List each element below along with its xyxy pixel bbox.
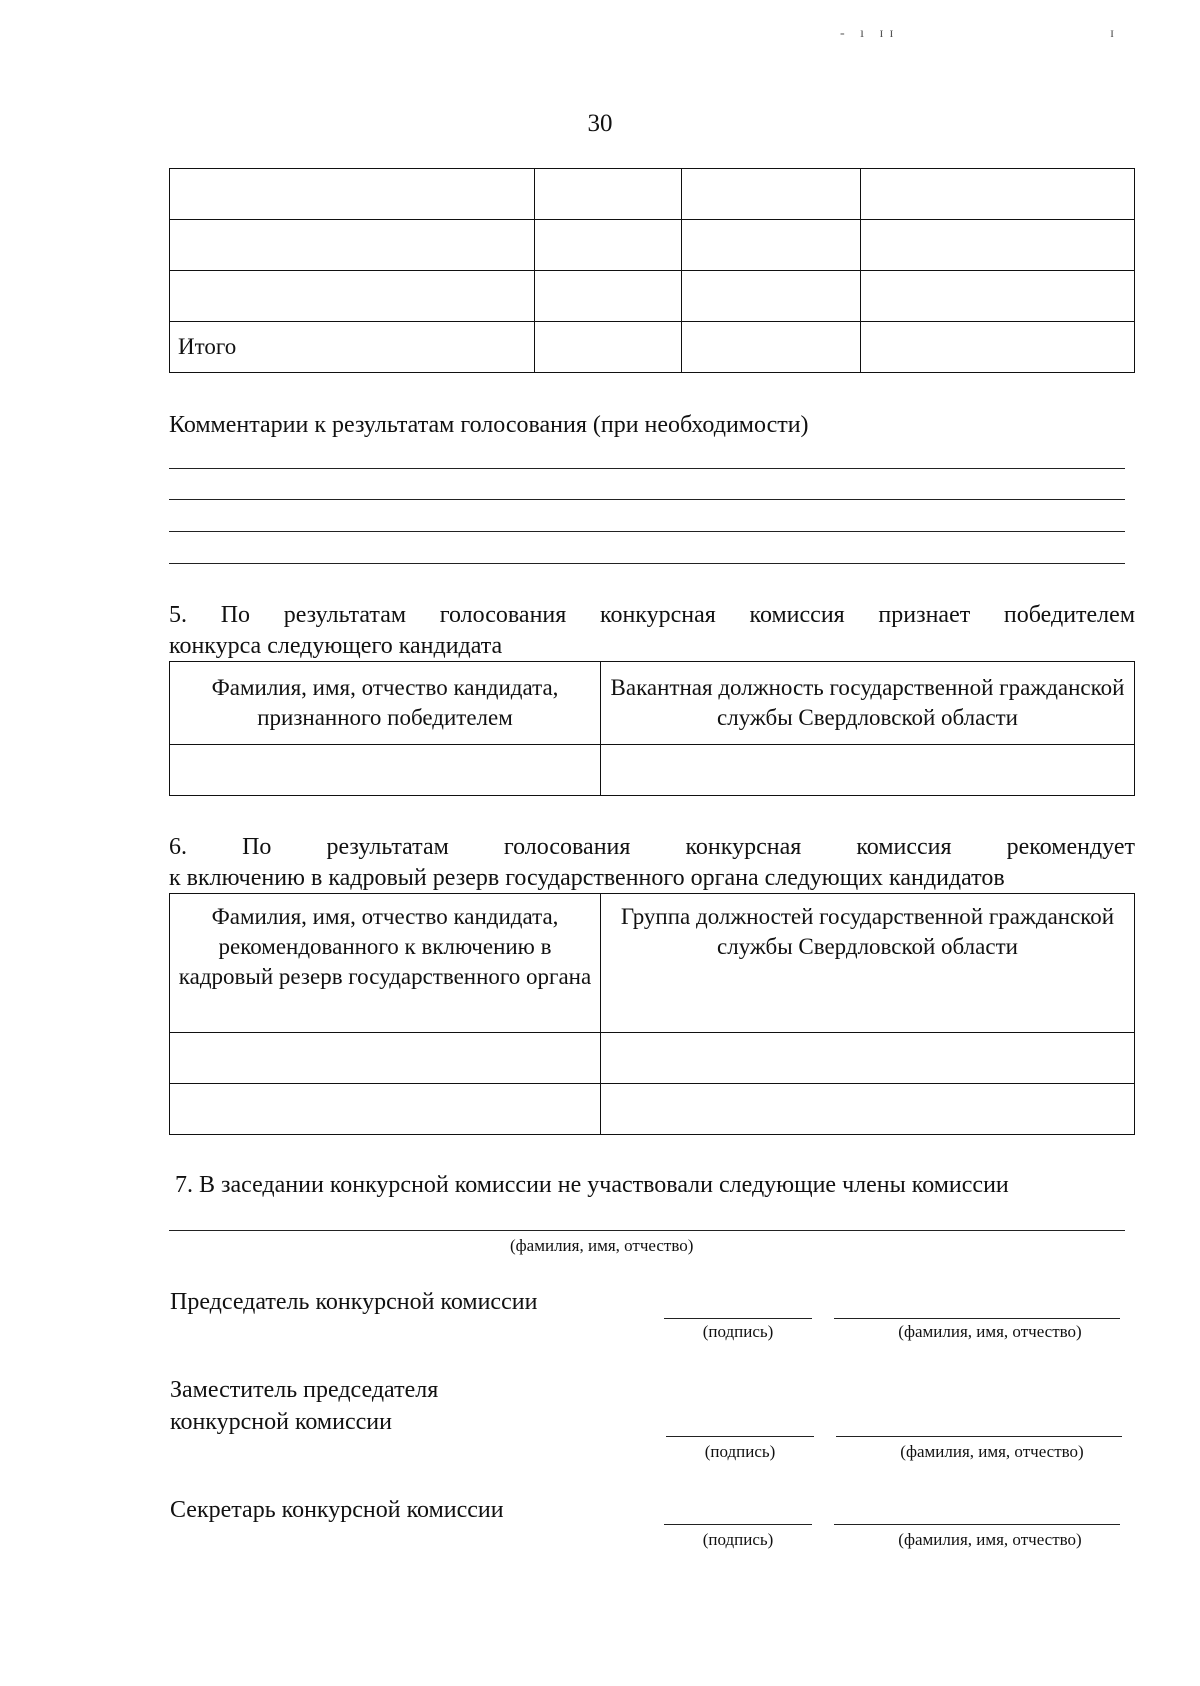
absent-members-line — [169, 1230, 1125, 1231]
section5-line2: конкурса следующего кандидата — [169, 633, 503, 659]
vice-chairman-name-line — [836, 1436, 1122, 1437]
page-number: 30 — [587, 110, 613, 137]
vice-chairman-sign-line — [666, 1436, 814, 1437]
table-cell — [682, 271, 861, 322]
table-cell — [601, 1084, 1135, 1135]
table-header-row — [170, 894, 1135, 1033]
comments-title: Комментарии к результатам голосования (при необходимости) — [169, 412, 809, 438]
secretary-name-line — [834, 1524, 1120, 1525]
section6-line1: 6. По результатам голосования конкурсная комиссия рекомендует — [169, 834, 1135, 860]
secretary-sign-caption: (подпись) — [702, 1530, 774, 1549]
table-cell — [601, 745, 1135, 796]
comment-line — [169, 563, 1125, 564]
table-row — [170, 220, 1135, 271]
table-row — [170, 1084, 1135, 1135]
table-cell — [861, 220, 1135, 271]
vice-chairman-name-caption: (фамилия, имя, отчество) — [900, 1442, 1084, 1461]
total-row — [170, 322, 1135, 373]
secretary-label: Секретарь конкурсной комиссии — [170, 1497, 504, 1523]
table-cell — [170, 745, 601, 796]
secretary-name-caption: (фамилия, имя, отчество) — [898, 1530, 1082, 1549]
section5-line1: 5. По результатам голосования конкурсная комиссия признает победителем — [169, 602, 1135, 628]
table-row — [170, 169, 1135, 220]
absent-members-caption: (фамилия, имя, отчество) — [510, 1236, 694, 1255]
total-label: Итого — [170, 322, 535, 373]
comment-line — [169, 468, 1125, 469]
table-cell — [535, 220, 682, 271]
table-header-row — [170, 662, 1135, 745]
winner-col1-header: Фамилия, имя, отчество кандидата, признанного победителем — [170, 662, 601, 745]
section6-text — [169, 832, 1135, 894]
vice-chairman-sign-caption: (подпись) — [704, 1442, 776, 1461]
table-cell — [861, 169, 1135, 220]
table-cell — [535, 322, 682, 373]
chairman-name-caption: (фамилия, имя, отчество) — [898, 1322, 1082, 1341]
chairman-sign-line — [664, 1318, 812, 1319]
table-cell — [861, 322, 1135, 373]
table-cell — [601, 1033, 1135, 1084]
comment-line — [169, 531, 1125, 532]
table-cell — [170, 1084, 601, 1135]
reserve-col1-header: Фамилия, имя, отчество кандидата, рекомендованного к включению в кадровый резерв государственного органа — [170, 894, 601, 1033]
section5-text — [169, 600, 1135, 662]
table-cell — [682, 220, 861, 271]
chairman-sign-caption: (подпись) — [702, 1322, 774, 1341]
scan-artifacts — [840, 26, 1120, 46]
section6-line2: к включению в кадровый резерв государственного органа следующих кандидатов — [169, 865, 1005, 891]
secretary-sign-line — [664, 1524, 812, 1525]
table-row — [170, 1033, 1135, 1084]
scan-marks-right: ɪ — [1110, 26, 1120, 41]
reserve-table — [169, 893, 1135, 1135]
table-cell — [170, 169, 535, 220]
votes-table — [169, 168, 1135, 373]
comment-line — [169, 499, 1125, 500]
chairman-label: Председатель конкурсной комиссии — [170, 1289, 538, 1315]
table-cell — [170, 220, 535, 271]
table-cell — [535, 271, 682, 322]
table-cell — [535, 169, 682, 220]
table-cell — [682, 169, 861, 220]
table-row — [170, 745, 1135, 796]
table-cell — [170, 271, 535, 322]
table-cell — [682, 322, 861, 373]
winner-table — [169, 661, 1135, 796]
chairman-name-line — [834, 1318, 1120, 1319]
section7-text: 7. В заседании конкурсной комиссии не участвовали следующие члены комиссии — [175, 1172, 1009, 1198]
winner-col2-header: Вакантная должность государственной гражданской службы Свердловской области — [601, 662, 1135, 745]
vice-chairman-label: Заместитель председателя конкурсной комиссии — [170, 1377, 439, 1435]
table-cell — [170, 1033, 601, 1084]
table-cell — [861, 271, 1135, 322]
reserve-col2-header: Группа должностей государственной гражданской службы Свердловской области — [601, 894, 1135, 1033]
table-row — [170, 271, 1135, 322]
scan-marks-left: - ı ɪɪ — [840, 26, 900, 41]
